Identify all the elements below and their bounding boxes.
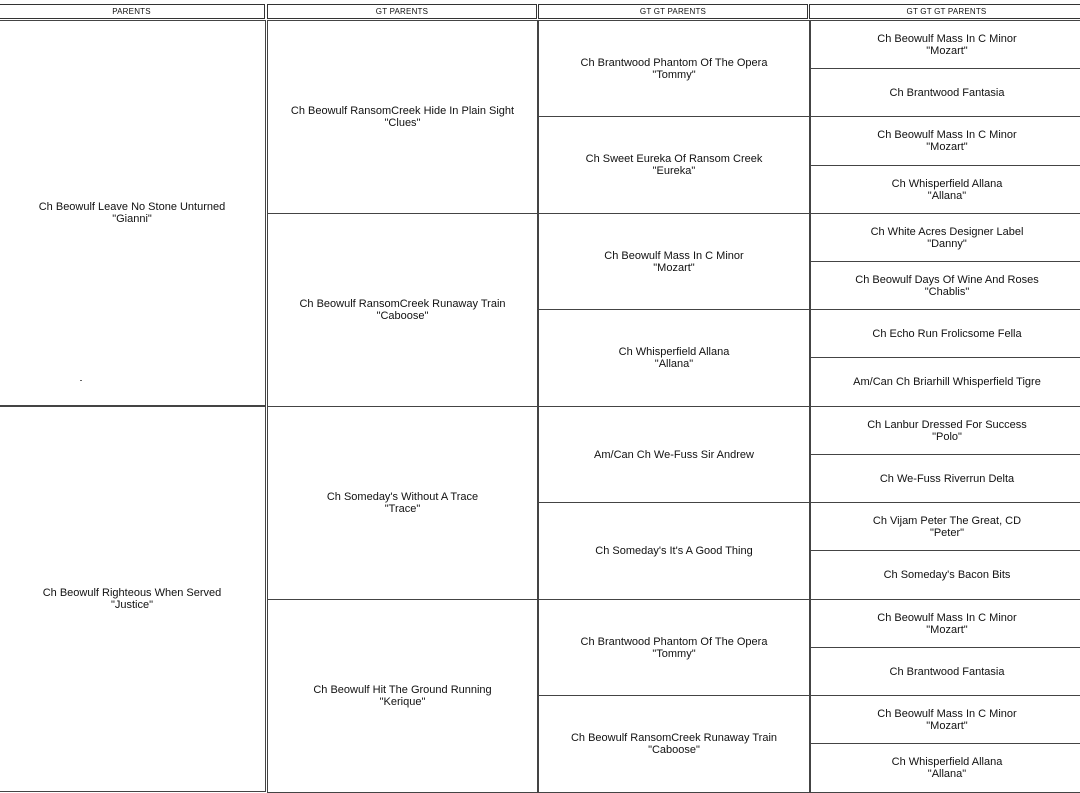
gt-gt-gt-parent-cell [810, 20, 1080, 69]
dog-name: Ch Sweet Eureka Of Ransom Creek [585, 153, 763, 165]
dog-nickname: "Allana" [927, 768, 967, 780]
dog-nickname: "Caboose" [648, 744, 700, 756]
dog-name: Ch Whisperfield Allana [891, 756, 1003, 768]
dog-nickname: "Allana" [927, 189, 967, 202]
gt-gt-gt-parent-cell [810, 502, 1080, 551]
dog-nickname: "Tommy" [652, 68, 696, 81]
gt-gt-gt-parent-cell [810, 357, 1080, 407]
gt-gt-gt-parent-cell [810, 213, 1080, 262]
dog-nickname: "Chablis" [924, 285, 970, 298]
dog-name: Ch Someday's Bacon Bits [883, 569, 1011, 581]
gt-gt-gt-parent-cell [810, 116, 1080, 166]
gt-gt-gt-parent-cell [810, 599, 1080, 648]
dog-nickname: "Polo" [932, 430, 962, 443]
dog-nickname: "Clues" [384, 117, 421, 129]
gt-gt-parent-cell [538, 309, 810, 407]
dog-name: Ch Beowulf Leave No Stone Unturned [38, 201, 226, 213]
dog-name: Ch White Acres Designer Label [870, 225, 1024, 238]
dog-name: Ch Brantwood Phantom Of The Opera [580, 56, 768, 69]
dog-nickname: "Mozart" [926, 623, 968, 636]
dog-name: Ch Beowulf Mass In C Minor [604, 249, 744, 262]
dog-name: Am/Can Ch We-Fuss Sir Andrew [594, 448, 754, 461]
dog-name: Ch Brantwood Phantom Of The Opera [580, 635, 768, 648]
gt-parent-cell [267, 20, 538, 214]
dog-nickname: "Caboose" [376, 310, 429, 322]
gt-gt-gt-parent-cell [810, 647, 1080, 696]
dog-name: Ch Echo Run Frolicsome Fella [872, 327, 1022, 340]
dog-nickname: "Danny" [927, 237, 967, 250]
dog-name: Ch Brantwood Fantasia [889, 86, 1005, 99]
dog-nickname: "Allana" [654, 358, 694, 370]
header-gt-gt-gt-parents: GT GT GT PARENTS [809, 4, 1080, 19]
dog-name: Ch Lanbur Dressed For Success [867, 418, 1027, 431]
gt-gt-gt-parent-cell [810, 261, 1080, 310]
dog-nickname: "Kerique" [379, 696, 426, 708]
dog-nickname: "Peter" [929, 526, 965, 539]
dog-name: Ch Someday's Without A Trace [326, 491, 479, 503]
gt-gt-gt-parent-cell [810, 165, 1080, 214]
gt-parent-cell [267, 599, 538, 793]
gt-gt-gt-parent-cell [810, 406, 1080, 455]
dog-name: Ch Beowulf Mass In C Minor [877, 611, 1017, 624]
gt-gt-gt-parent-cell [810, 695, 1080, 744]
gt-gt-gt-parent-cell [810, 550, 1080, 600]
dog-nickname: "Tommy" [652, 647, 696, 660]
gt-gt-gt-parent-cell [810, 68, 1080, 117]
dog-name: Ch Brantwood Fantasia [889, 665, 1005, 678]
dog-name: Ch Beowulf RansomCreek Runaway Train [299, 298, 506, 310]
dog-name: Ch We-Fuss Riverrun Delta [879, 472, 1015, 485]
parent-cell [0, 406, 266, 792]
dog-nickname: "Mozart" [926, 141, 968, 153]
dog-name: Ch Beowulf Days Of Wine And Roses [855, 273, 1039, 286]
dog-nickname: "Trace" [384, 503, 421, 515]
gt-gt-parent-cell [538, 599, 810, 696]
gt-gt-parent-cell [538, 20, 810, 117]
gt-gt-parent-cell [538, 502, 810, 600]
dog-name: Ch Beowulf RansomCreek Runaway Train [570, 732, 778, 744]
dog-name: Ch Beowulf Hit The Ground Running [313, 684, 492, 696]
dog-name: Ch Beowulf Mass In C Minor [877, 129, 1017, 141]
gt-parent-cell [267, 406, 538, 600]
dog-name: Ch Beowulf Mass In C Minor [877, 32, 1017, 45]
gt-gt-parent-cell [538, 213, 810, 310]
gt-gt-parent-cell [538, 116, 810, 214]
scan-speck [80, 380, 82, 381]
dog-nickname: "Mozart" [926, 719, 968, 732]
dog-nickname: "Eureka" [652, 165, 696, 177]
parent-cell [0, 20, 266, 406]
header-gt-gt-parents: GT GT PARENTS [538, 4, 808, 19]
dog-nickname: "Justice" [110, 599, 154, 611]
header-parents: PARENTS [0, 4, 265, 19]
dog-name: Ch Vijam Peter The Great, CD [872, 514, 1022, 527]
dog-nickname: "Mozart" [926, 44, 968, 57]
dog-nickname: "Mozart" [653, 261, 695, 274]
dog-nickname: "Gianni" [112, 213, 152, 225]
dog-name: Am/Can Ch Briarhill Whisperfield Tigre [853, 376, 1041, 388]
dog-name: Ch Whisperfield Allana [618, 346, 730, 358]
dog-name: Ch Beowulf RansomCreek Hide In Plain Sight [290, 105, 515, 117]
dog-name: Ch Beowulf Righteous When Served [42, 587, 222, 599]
dog-name: Ch Someday's It's A Good Thing [595, 545, 753, 557]
gt-gt-gt-parent-cell [810, 309, 1080, 358]
dog-name: Ch Whisperfield Allana [891, 177, 1003, 190]
gt-gt-parent-cell [538, 695, 810, 793]
gt-gt-gt-parent-cell [810, 454, 1080, 503]
dog-name: Ch Beowulf Mass In C Minor [877, 707, 1017, 720]
gt-gt-parent-cell [538, 406, 810, 503]
header-gt-parents: GT PARENTS [267, 4, 537, 19]
gt-parent-cell [267, 213, 538, 407]
